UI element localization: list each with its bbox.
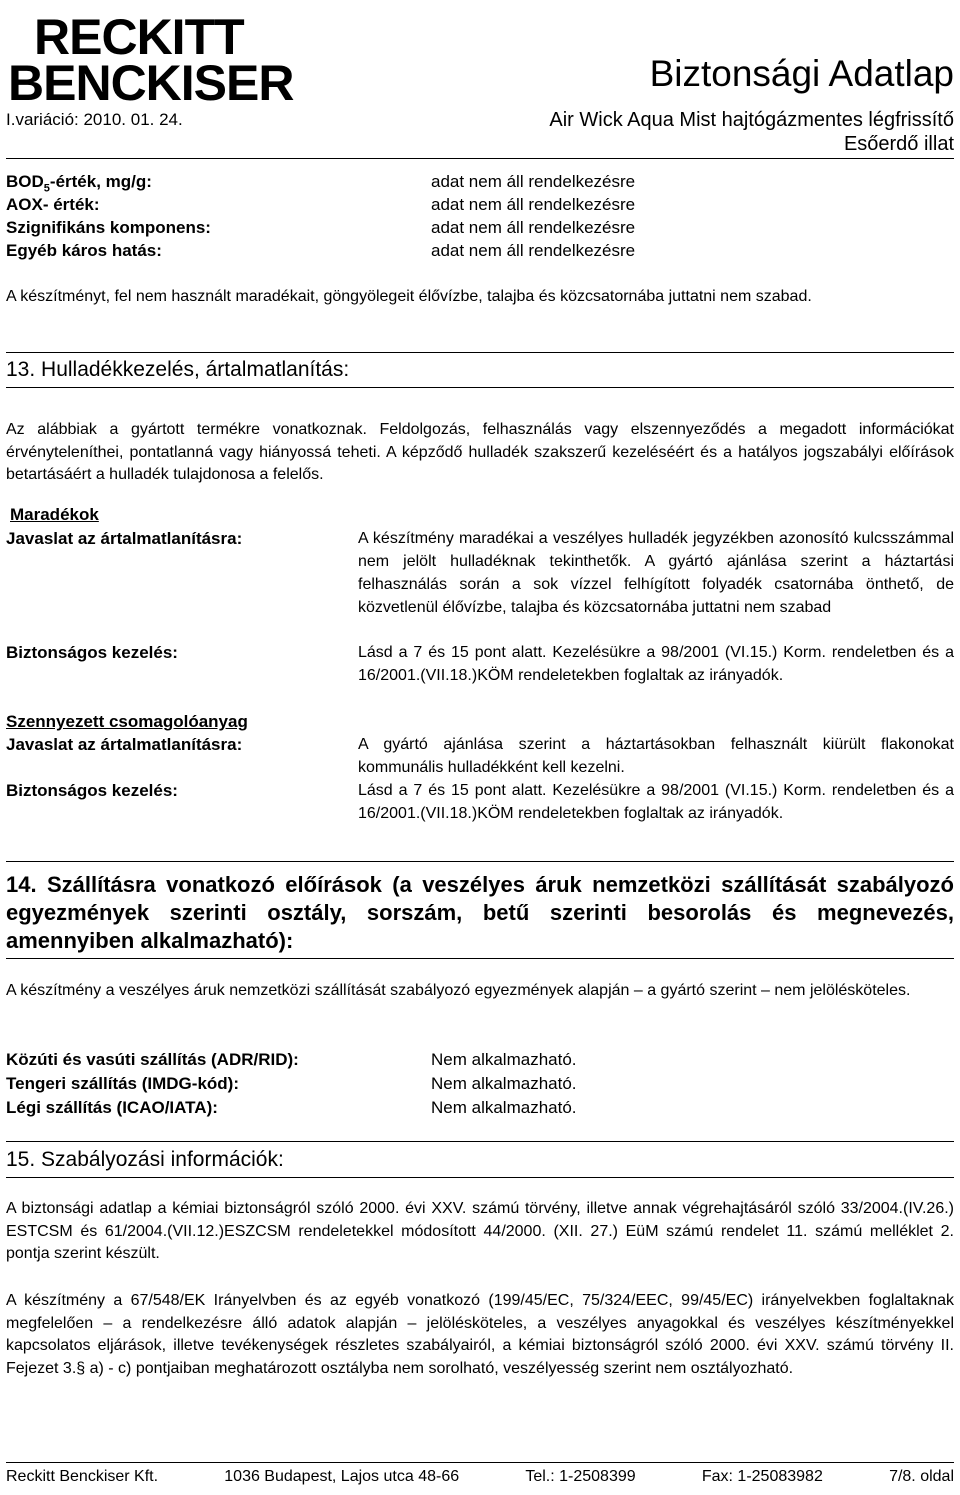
packaging-disposal-label: Javaslat az ártalmatlanításra: xyxy=(6,735,243,754)
footer-company: Reckitt Benckiser Kft. xyxy=(6,1468,159,1485)
section14-title: 14. Szállításra vonatkozó előírások (a veszélyes áruk nemzetközi szállítását szabályozó egyezmények szerinti osztály, sorszám, betű szerinti besorolás és megnevezés, amennyiben alkalmazható): xyxy=(6,872,954,953)
section13-bottom-rule xyxy=(6,387,954,388)
variant-date: I.variáció: 2010. 01. 24. xyxy=(6,110,183,129)
packaging-safe-handling-text: Lásd a 7 és 15 pont alatt. Kezelésükre a 98/2001 (VI.15.) Korm. rendeletben és a 16/2001.(VII.18.)KÖM rendeletekben foglaltak az irányadók. xyxy=(358,782,954,822)
residues-disposal-label: Javaslat az ártalmatlanításra: xyxy=(6,529,243,548)
other-harmful-effect-label: Egyéb káros hatás: xyxy=(6,241,162,260)
residues-disposal-text: A készítmény maradékai a veszélyes hulladék jegyzékben azonosító kulcsszámmal nem jelölt hulladéknak tekinthetők. A gyártó ajánlása szerint a háztartási felhasználás során a sok vízzel felhígított folyadék csatornába önthető, de közvetlenül élővízbe, talajba és közcsatornába juttatni nem szabad xyxy=(358,530,954,616)
document-title: Biztonsági Adatlap xyxy=(649,53,954,94)
road-rail-transport-label: Közúti és vasúti szállítás (ADR/RID): xyxy=(6,1050,299,1069)
product-line2: Esőerdő illat xyxy=(843,133,954,155)
section15-paragraph2: A készítmény a 67/548/EK Irányelvben és az egyéb vonatkozó (199/45/EC, 75/324/EEC, 99/45/EC) irányelvekben foglaltaknak megfelelően – a rendelkezésre álló adatok alapján – jelölésköteles, a veszélyes anyagokkal és veszélyes készítményekkel kapcsolatos eljárások, illetve tevékenységek részletes szabályairól, a kémiai biztonságról szóló 2000. évi XXV. számú törvény II. Fejezet 3.§ a) - c) pontjaiban meghatározott osztályba nem sorolható, veszélyesség szerint nem osztályozható. xyxy=(6,1292,954,1377)
packaging-safe-handling-label: Biztonságos kezelés: xyxy=(6,781,178,800)
air-transport-value: Nem alkalmazható. xyxy=(431,1098,577,1117)
section15-bottom-rule xyxy=(6,1177,954,1178)
road-rail-transport-value: Nem alkalmazható. xyxy=(431,1050,577,1069)
section13-title: 13. Hulladékkezelés, ártalmatlanítás: xyxy=(6,358,350,381)
section13-top-rule xyxy=(6,352,954,353)
aox-label: AOX- érték: xyxy=(6,195,100,214)
air-transport-label: Légi szállítás (ICAO/IATA): xyxy=(6,1098,218,1117)
other-harmful-effect-value: adat nem áll rendelkezésre xyxy=(431,241,636,260)
logo-line2: BENCKISER xyxy=(8,55,294,111)
section14-top-rule xyxy=(6,861,954,862)
header-divider xyxy=(6,158,954,159)
product-name xyxy=(549,108,954,156)
section13-intro: Az alábbiak a gyártott termékre vonatkoznak. Feldolgozás, felhasználás vagy elszennyeződés a megadott információkat érvényteleníthei, pontatlanná vagy hiányossá teheti. A képződő hulladék szakszerű kezeléséért és a hatályos jogszabályi előírások betartásáért a hulladék tulajdonosa a felelős. xyxy=(6,421,954,483)
section14-bottom-rule xyxy=(6,958,954,959)
residues-safe-handling-text: Lásd a 7 és 15 pont alatt. Kezelésükre a 98/2001 (VI.15.) Korm. rendeletben és a 16/2001.(VII.18.)KÖM rendeletekben foglaltak az irányadók. xyxy=(358,644,954,684)
aox-value: adat nem áll rendelkezésre xyxy=(431,195,636,214)
packaging-disposal-text: A gyártó ajánlása szerint a háztartásokban felhasznált kiürült flakonokat kommunális hulladékként kell kezelni. xyxy=(358,736,954,776)
residues-heading: Maradékok xyxy=(10,505,99,524)
significant-component-label: Szignifikáns komponens: xyxy=(6,218,211,237)
packaging-heading: Szennyezett csomagolóanyag xyxy=(6,712,248,731)
bod-value: adat nem áll rendelkezésre xyxy=(431,172,636,191)
significant-component-value: adat nem áll rendelkezésre xyxy=(431,218,636,237)
company-logo xyxy=(8,9,294,111)
section15-top-rule xyxy=(6,1141,954,1142)
footer-phone: Tel.: 1-2508399 xyxy=(525,1468,636,1485)
footer-divider xyxy=(6,1462,954,1463)
footer-page-number: 7/8. oldal xyxy=(889,1468,954,1485)
residues-safe-handling-label: Biztonságos kezelés: xyxy=(6,643,178,662)
page-footer xyxy=(6,1466,954,1488)
section15-title: 15. Szabályozási információk: xyxy=(6,1148,284,1171)
logo-line1: RECKITT xyxy=(34,9,244,65)
product-line1: Air Wick Aqua Mist hajtógázmentes légfrissítő xyxy=(549,109,954,131)
sea-transport-label: Tengeri szállítás (IMDG-kód): xyxy=(6,1074,239,1093)
footer-address: 1036 Budapest, Lajos utca 48-66 xyxy=(224,1468,460,1485)
section14-text: A készítmény a veszélyes áruk nemzetközi szállítását szabályozó egyezmények alapján – a gyártó szerint – nem jelölésköteles. xyxy=(6,982,911,999)
bod-label: $BOD_5$-érték, mg/g: xyxy=(6,172,152,195)
eco-note: A készítményt, fel nem használt maradékait, göngyölegeit élővízbe, talajba és közcsatornába juttatni nem szabad. xyxy=(6,288,812,305)
sea-transport-value: Nem alkalmazható. xyxy=(431,1074,577,1093)
footer-fax: Fax: 1-25083982 xyxy=(701,1468,823,1485)
section15-paragraph1: A biztonsági adatlap a kémiai biztonságról szóló 2000. évi XXV. számú törvény, illetve annak végrehajtásáról szóló 33/2004.(IV.26.) ESTCSM és 61/2004.(VII.12.)ESZCSM rendeletekkel módosított 44/2000. (XII. 27.) EüM számú rendelet 11. számú melléklet 2. pontja szerint készült. xyxy=(6,1200,954,1262)
